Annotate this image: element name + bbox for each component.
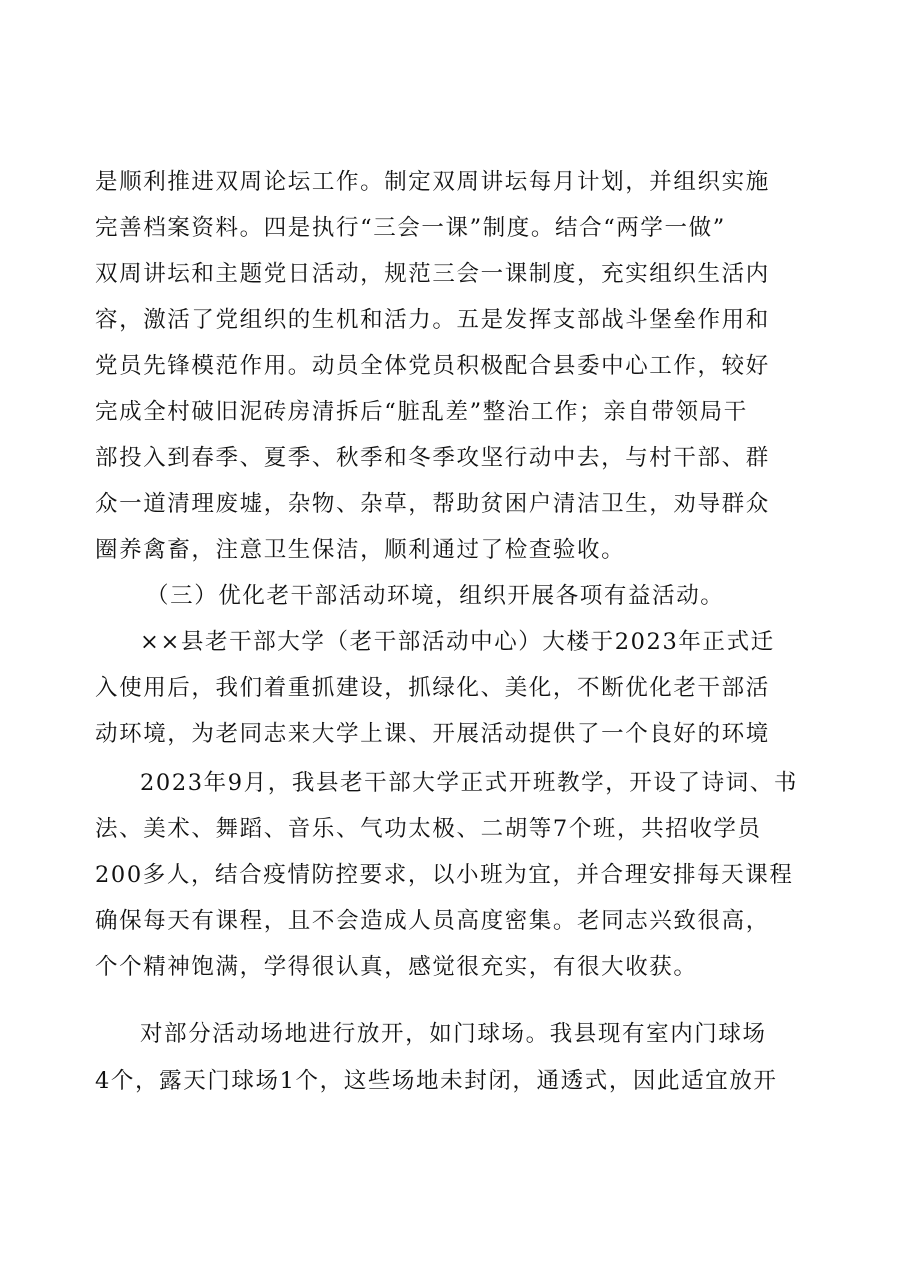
paragraph-line: 2023年9月，我县老干部大学正式开班教学，开设了诗词、书 [140,770,798,796]
section-heading: （三）优化老干部活动环境，组织开展各项有益活动。 [146,583,725,609]
paragraph-line: 个个精神饱满，学得很认真，感觉很充实，有很大收获。 [95,954,698,980]
paragraph-line: 圈养禽畜，注意卫生保洁，顺利通过了检查验收。 [95,537,626,563]
paragraph-line: 是顺利推进双周论坛工作。制定双周讲坛每月计划，并组织实施 [95,169,770,195]
paragraph-line: 确保每天有课程，且不会造成人员高度密集。老同志兴致很高， [95,908,770,934]
paragraph-line: 容，激活了党组织的生机和活力。五是发挥支部战斗堡垒作用和 [95,307,770,333]
paragraph-line: 对部分活动场地进行放开，如门球场。我县现有室内门球场 [140,1021,767,1047]
paragraph-line: 党员先锋模范作用。动员全体党员积极配合县委中心工作，较好 [95,353,770,379]
paragraph-line: 双周讲坛和主题党日活动，规范三会一课制度，充实组织生活内 [95,261,770,287]
paragraph-line: ××县老干部大学（老干部活动中心）大楼于2023年正式迁 [140,629,775,655]
paragraph-line: 众一道清理废墟，杂物、杂草，帮助贫困户清洁卫生，劝导群众 [95,491,770,517]
paragraph-line: 部投入到春季、夏季、秋季和冬季攻坚行动中去，与村干部、群 [95,445,770,471]
paragraph-line: 4个，露天门球场1个，这些场地未封闭，通透式，因此适宜放开 [95,1068,778,1094]
paragraph-line: 200多人，结合疫情防控要求，以小班为宜，并合理安排每天课程 [95,862,794,888]
paragraph-line: 完善档案资料。四是执行“三会一课”制度。结合“两学一做” [95,215,726,241]
paragraph-line: 入使用后，我们着重抓建设，抓绿化、美化，不断优化老干部活 [95,675,770,701]
paragraph-line: 法、美术、舞蹈、音乐、气功太极、二胡等7个班，共招收学员 [95,816,762,842]
paragraph-line: 动环境，为老同志来大学上课、开展活动提供了一个良好的环境 [95,721,770,747]
paragraph-line: 完成全村破旧泥砖房清拆后“脏乱差”整治工作；亲自带领局干 [95,399,748,425]
